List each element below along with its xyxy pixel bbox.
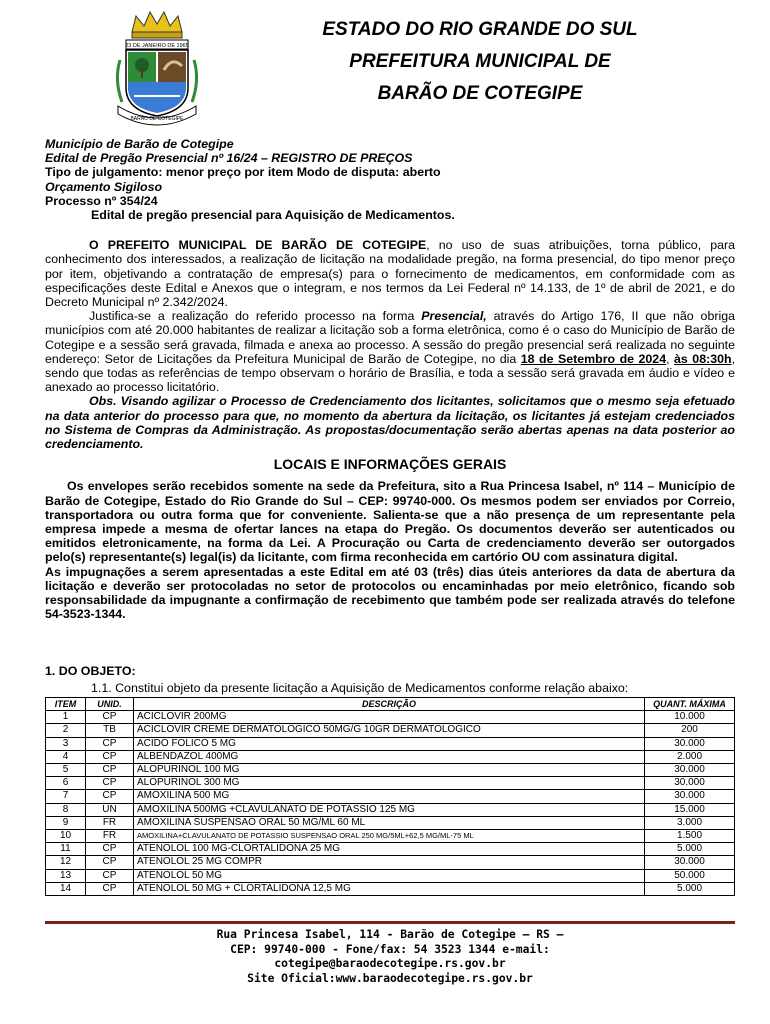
cell-item: 4 [46, 750, 86, 763]
cell-descricao: AMOXILINA 500 MG [134, 790, 645, 803]
cell-descricao: ACICLOVIR CREME DERMATOLOGICO 50MG/G 10GR DERMATOLOGICO [134, 724, 645, 737]
justificativa-sep: , [666, 351, 675, 366]
cell-item: 11 [46, 843, 86, 856]
cell-quantidade: 30.000 [645, 763, 735, 776]
footer-line-site: Site Oficial:www.baraodecotegipe.rs.gov.br [247, 971, 533, 985]
cell-unid: CP [86, 750, 134, 763]
paragraph-obs: Obs. Visando agilizar o Processo de Credenciamento dos licitantes, solicitamos que o mesmo seja efetuado na data anterior do processo para que, no momento da abertura da licitação, os licitantes já estejam credenciados no Sistema de Compras da Administração. As propostas/documentação serão abertas apenas na data posterior ao credenciamento. [45, 394, 735, 452]
footer-line-address: Rua Princesa Isabel, 114 - Barão de Cotegipe – RS – [216, 928, 564, 941]
title-prefeitura: PREFEITURA MUNICIPAL DE [349, 51, 611, 72]
justificativa-text-a: Justifica-se a realização do referido processo na forma [89, 309, 422, 324]
session-time: às 08:30h [674, 351, 732, 366]
cell-unid: CP [86, 790, 134, 803]
cell-quantidade: 200 [645, 724, 735, 737]
cell-descricao: ALBENDAZOL 400MG [134, 750, 645, 763]
cell-descricao: AMOXILINA SUSPENSAO ORAL 50 MG/ML 60 ML [134, 816, 645, 829]
cell-unid: CP [86, 763, 134, 776]
table-row [46, 711, 735, 724]
cell-unid: TB [86, 724, 134, 737]
cell-descricao: ATENOLOL 50 MG [134, 869, 645, 882]
cell-unid: CP [86, 777, 134, 790]
cell-descricao: AMOXILINA+CLAVULANATO DE POTASSIO SUSPENSAO ORAL 250 MG/5ML+62,5 MG/ML-75 ML [134, 829, 645, 842]
table-row [46, 869, 735, 882]
cell-quantidade: 30.000 [645, 856, 735, 869]
cell-quantidade: 5.000 [645, 843, 735, 856]
intro-orcamento: Orçamento Sigiloso [45, 179, 163, 194]
footer-line-email: cotegipe@baraodecotegipe.rs.gov.br [274, 957, 506, 970]
prefeito-lead: O PREFEITO MUNICIPAL DE BARÃO DE COTEGIPE [89, 238, 427, 253]
justificativa-text-b: através do Artigo 176, II que não obriga municípios com até 20.000 habitantes de realizar a licitação sob a forma eletrônica, como é o caso do Município de Barão de Cotegipe e a sessão será gravada, filmada e anexa ao processo. A sessão do pregão presencial será realizada no seguinte endereço: Setor de Licitações da Prefeitura Municipal de Barão de Cotegipe, no dia [45, 309, 735, 366]
cell-unid: CP [86, 869, 134, 882]
cell-descricao: ATENOLOL 50 MG + CLORTALIDONA 12,5 MG [134, 882, 645, 895]
intro-edital: Edital de Pregão Presencial nº 16/24 – REGISTRO DE PREÇOS [45, 151, 413, 166]
document-body [45, 137, 735, 896]
header-quantidade: QUANT. MÁXIMA [645, 697, 735, 710]
table-row [46, 829, 735, 842]
cell-quantidade: 30.000 [645, 777, 735, 790]
title-municipio: BARÃO DE COTEGIPE [377, 83, 583, 104]
cell-unid: FR [86, 829, 134, 842]
cell-quantidade: 10.000 [645, 711, 735, 724]
table-header-row [46, 697, 735, 710]
paragraph-impugnacoes: As impugnações a serem apresentadas a este Edital em até 03 (três) dias úteis anteriores da data de abertura da licitação e deverão ser protocoladas no setor de protocolos ou encaminhadas por meio eletrônico, ficando sob responsabilidade da impugnante a confirmação de recebimento que também pode ser realizada através do telefone 54-3523-1344. [45, 564, 735, 622]
title-state: ESTADO DO RIO GRANDE DO SUL [322, 19, 638, 40]
municipal-coat-of-arms [112, 10, 202, 128]
cell-unid: CP [86, 882, 134, 895]
medications-table [45, 697, 735, 896]
letterhead [0, 0, 770, 135]
cell-descricao: ATENOLOL 25 MG COMPR [134, 856, 645, 869]
cell-quantidade: 30.000 [645, 790, 735, 803]
justificativa-text-d: , sendo que todas as referências de tempo observam o horário de Brasília, e toda a sessão será gravada em áudio e vídeo e anexado ao processo licitatório. [45, 351, 736, 395]
cell-item: 12 [46, 856, 86, 869]
intro-processo: Processo nº 354/24 [45, 193, 158, 208]
intro-subject: Edital de pregão presencial para Aquisição de Medicamentos. [91, 208, 455, 223]
paragraph-justificativa [45, 309, 735, 394]
table-row [46, 882, 735, 895]
letterhead-titles [240, 14, 720, 110]
cell-quantidade: 3.000 [645, 816, 735, 829]
cell-item: 7 [46, 790, 86, 803]
objeto-subtitle: 1.1. Constitui objeto da presente licitação a Aquisição de Medicamentos conforme relação abaixo: [91, 680, 629, 695]
cell-item: 5 [46, 763, 86, 776]
cell-quantidade: 5.000 [645, 882, 735, 895]
session-date: 18 de Setembro de 2024 [520, 351, 667, 366]
cell-unid: FR [86, 816, 134, 829]
cell-descricao: ACICLOVIR 200MG [134, 711, 645, 724]
table-row [46, 750, 735, 763]
table-row [46, 763, 735, 776]
crest-banner-text: 23 DE JANEIRO DE 1965 [125, 43, 189, 49]
header-descricao: DESCRIÇÃO [134, 697, 645, 710]
cell-quantidade: 15.000 [645, 803, 735, 816]
table-row [46, 777, 735, 790]
cell-descricao: ATENOLOL 100 MG-CLORTALIDONA 25 MG [134, 843, 645, 856]
prefeito-text: , no uso de suas atribuições, torna público, para conhecimento dos interessados, a realização de licitação na modalidade pregão, na forma presencial, do tipo menor preço por item, objetivando a contratação de empresa(s) para o fornecimento de medicamentos, em conformidade com as especificações deste Edital e Anexos que o integram, e nos termos da Lei Federal nº 14.133, de 1º de abril de 2021, e do Decreto Municipal nº 2.342/2024. [45, 238, 735, 310]
cell-descricao: ALOPURINOL 100 MG [134, 763, 645, 776]
cell-unid: CP [86, 737, 134, 750]
cell-descricao: AMOXILINA 500MG +CLAVULANATO DE POTASSIO 125 MG [134, 803, 645, 816]
cell-item: 2 [46, 724, 86, 737]
cell-unid: CP [86, 711, 134, 724]
paragraph-envelopes: Os envelopes serão recebidos somente na sede da Prefeitura, sito a Rua Princesa Isabel, nº 114 – Município de Barão de Cotegipe, Estado do Rio Grande do Sul – CEP: 99740-000. Os mesmos podem ser enviados por Correio, transportadora ou outra forma que for conveniente. Salienta-se que a não presença de um representante pela empresa impede a mesma de ofertar lances na etapa do Pregão. Os documentos deverão ser autenticados ou emitidos eletronicamente, na forma da Lei. A Procuração ou Carta de credenciamento deverão ser outorgados pelo(s) representante(s) legal(is) da licitante, com firma reconhecida em cartório OU com assinatura digital. [45, 479, 735, 565]
table-row [46, 816, 735, 829]
cell-item: 6 [46, 777, 86, 790]
section-objeto-title: 1. DO OBJETO: [45, 663, 136, 678]
section-locais-title: LOCAIS E INFORMAÇÕES GERAIS [273, 456, 507, 473]
footer-line-contact: CEP: 99740-000 - Fone/fax: 54 3523 1344 e-mail: [230, 942, 550, 956]
cell-unid: UN [86, 803, 134, 816]
table-row [46, 724, 735, 737]
intro-municipio: Município de Barão de Cotegipe [45, 137, 234, 151]
cell-item: 13 [46, 869, 86, 882]
cell-item: 3 [46, 737, 86, 750]
intro-tipo: Tipo de julgamento: menor preço por item Modo de disputa: aberto [45, 165, 441, 180]
cell-descricao: ALOPURINOL 300 MG [134, 777, 645, 790]
justificativa-presencial: Presencial, [421, 309, 487, 324]
table-row [46, 843, 735, 856]
cell-item: 9 [46, 816, 86, 829]
table-row [46, 737, 735, 750]
table-row [46, 856, 735, 869]
cell-quantidade: 1.500 [645, 829, 735, 842]
cell-item: 1 [46, 711, 86, 724]
cell-quantidade: 2.000 [645, 750, 735, 763]
table-row [46, 803, 735, 816]
cell-item: 8 [46, 803, 86, 816]
cell-descricao: ACIDO FOLICO 5 MG [134, 737, 645, 750]
paragraph-prefeito [45, 238, 735, 309]
cell-item: 14 [46, 882, 86, 895]
header-item: ITEM [46, 697, 86, 710]
crest-ribbon-text: BARÃO DE COTEGIPE [130, 116, 184, 122]
footer-address [45, 928, 735, 986]
cell-quantidade: 30.000 [645, 737, 735, 750]
cell-unid: CP [86, 856, 134, 869]
table-row [46, 790, 735, 803]
header-unid: UNID. [86, 697, 134, 710]
cell-item: 10 [46, 829, 86, 842]
footer-divider [45, 921, 735, 924]
cell-unid: CP [86, 843, 134, 856]
cell-quantidade: 50.000 [645, 869, 735, 882]
